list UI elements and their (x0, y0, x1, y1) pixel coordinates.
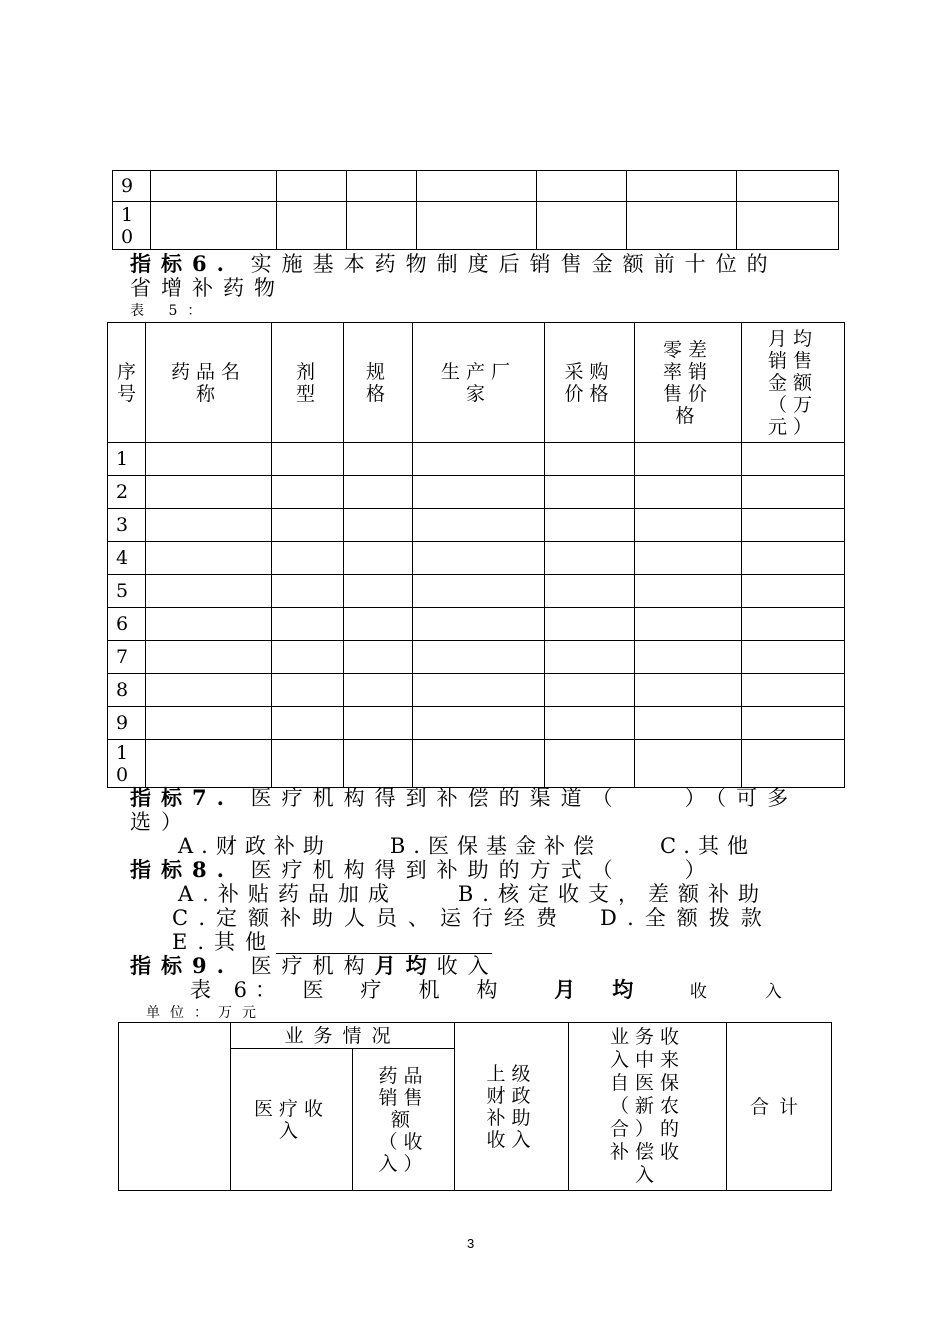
table6-header-medical: 医疗收入 (231, 1049, 353, 1191)
header-form: 剂型 (272, 323, 344, 443)
top-table (112, 170, 839, 250)
indicator6-line2: 省增补药物 (130, 276, 285, 300)
table-row: 6 (108, 608, 845, 641)
indicator7-line2: 选） (130, 810, 192, 834)
table-row: 2 (108, 476, 845, 509)
table6-group-header: 业务情况 (231, 1023, 455, 1049)
table-row: 9 (108, 707, 845, 740)
header-spec: 规格 (344, 323, 413, 443)
indicator7-line (130, 786, 798, 810)
header-retail-price: 零差率销售价格 (635, 323, 742, 443)
indicator6-line (130, 252, 778, 276)
table-row (113, 202, 839, 250)
table-row: 7 (108, 641, 845, 674)
table5-header (108, 323, 845, 443)
table-row: 8 (108, 674, 845, 707)
table6-header-insurance: 业务收入中来自医保（新农合）的补偿收入 (569, 1023, 727, 1191)
table-row: 5 (108, 575, 845, 608)
table6 (118, 1022, 832, 1191)
table-row: 10 (108, 740, 845, 788)
table-row (113, 171, 839, 202)
indicator9-line: 指标9. 医疗机构月均收入 (130, 953, 499, 978)
table6-header-total: 合计 (727, 1023, 832, 1191)
table6-caption: 表 6： 医 疗 机 构 月 均 收 入 (190, 977, 790, 1002)
indicator8-options1: A.补贴药品加成 B.核定收支，差额补助 (178, 882, 768, 906)
indicator8-line (130, 858, 716, 882)
table5-caption: 表 5： (130, 303, 212, 319)
indicator8-options3: E.其他 (172, 930, 492, 954)
blank-fill-line (276, 935, 492, 954)
indicator8-options2: C.定额补助人员、运行经费 D.全额拨款 (172, 906, 773, 930)
indicator6-text: 实施基本药物制度后销售金额前十位的 (250, 252, 778, 276)
page-number: 3 (467, 1236, 475, 1251)
indicator9-label: 指标9. (130, 953, 234, 978)
table-row: 3 (108, 509, 845, 542)
table6-header-drug-sales: 药品销售额（收入） (353, 1049, 455, 1191)
header-name: 药品名称 (146, 323, 272, 443)
indicator7-options: A.财政补助 B.医保基金补偿 C.其他 (178, 834, 756, 858)
indicator8-text: 医疗机构得到补助的方式（ ） (250, 858, 716, 882)
table-row: 1 (108, 443, 845, 476)
header-monthly-sales: 月均销售金额（万元） (742, 323, 845, 443)
table6-unit: 单位：万元 (146, 1005, 266, 1021)
header-seq: 序号 (108, 323, 146, 443)
table-row: 4 (108, 542, 845, 575)
indicator6-label: 指标6. (130, 251, 234, 276)
row-number: 9 (113, 171, 151, 202)
indicator8-label: 指标8. (130, 857, 234, 882)
table6-header-subsidy: 上级财政补助收入 (455, 1023, 569, 1191)
header-maker: 生产厂家 (413, 323, 545, 443)
row-number: 10 (113, 202, 151, 250)
indicator7-label: 指标7. (130, 785, 234, 810)
indicator7-text: 医疗机构得到补偿的渠道（ ）（可多 (250, 786, 799, 810)
table5 (107, 322, 845, 788)
table6-blank-cell (119, 1023, 231, 1191)
header-purchase-price: 采购价格 (545, 323, 635, 443)
